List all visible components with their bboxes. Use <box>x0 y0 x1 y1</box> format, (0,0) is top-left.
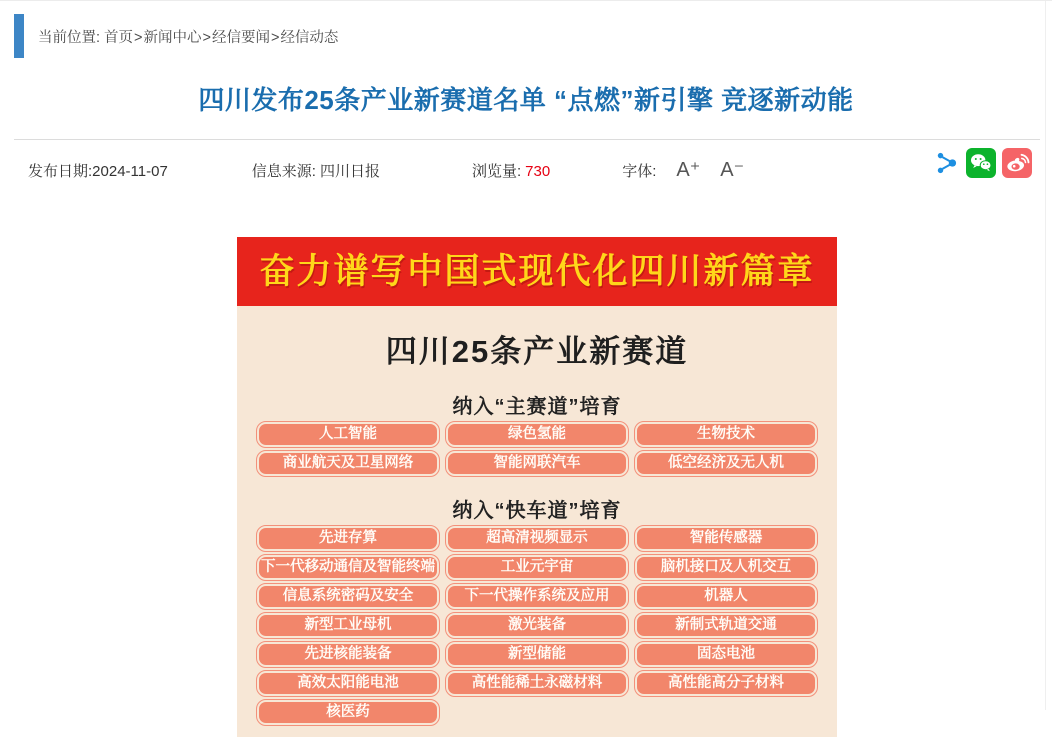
article-title: 四川发布25条产业新赛道名单 “点燃”新引擎 竞逐新动能 <box>198 85 854 115</box>
industry-pill: 超高清视频显示 <box>448 528 626 549</box>
industry-pill: 激光装备 <box>448 615 626 636</box>
industry-pill: 下一代移动通信及智能终端 <box>259 557 437 578</box>
wechat-share-icon[interactable] <box>966 148 996 178</box>
article-image <box>237 237 837 737</box>
industry-pill: 工业元宇宙 <box>448 557 626 578</box>
article-meta-bar <box>14 139 1040 187</box>
industry-pill: 核医药 <box>259 702 437 723</box>
industry-pill: 新制式轨道交通 <box>637 615 815 636</box>
industry-pill: 机器人 <box>637 586 815 607</box>
industry-pill: 高性能高分子材料 <box>637 673 815 694</box>
breadcrumb-link[interactable]: 新闻中心 <box>143 29 202 46</box>
weibo-share-icon[interactable] <box>1002 148 1032 178</box>
industry-pill: 先进核能装备 <box>259 644 437 665</box>
banner-slogan: 奋力谱写中国式现代化四川新篇章 <box>237 237 837 306</box>
industry-pill: 低空经济及无人机 <box>637 453 815 474</box>
view-count-value: 730 <box>525 162 551 180</box>
industry-pill: 商业航天及卫星网络 <box>259 453 437 474</box>
font-increase-button[interactable]: A⁺ <box>676 159 701 181</box>
infographic-body <box>237 306 837 737</box>
info-source-label: 信息来源: <box>251 162 316 180</box>
breadcrumb <box>0 1 1052 58</box>
industry-pill: 新型工业母机 <box>259 615 437 636</box>
publish-date-value: 2024-11-07 <box>92 162 168 180</box>
industry-pill: 生物技术 <box>637 424 815 445</box>
breadcrumb-label: 当前位置: <box>38 29 101 46</box>
industry-pill: 固态电池 <box>637 644 815 665</box>
breadcrumb-separator: > <box>202 29 211 46</box>
industry-pill: 先进存算 <box>259 528 437 549</box>
breadcrumb-link[interactable]: 首页 <box>104 29 134 46</box>
fast-track-heading: 纳入“快车道”培育 <box>452 500 622 522</box>
industry-pill: 智能传感器 <box>637 528 815 549</box>
font-size-label: 字体: <box>622 162 657 180</box>
industry-pill: 绿色氢能 <box>448 424 626 445</box>
breadcrumb-separator: > <box>134 29 143 46</box>
publish-date-label: 发布日期: <box>28 162 93 180</box>
industry-pill: 人工智能 <box>259 424 437 445</box>
main-track-grid <box>237 424 837 474</box>
industry-pill: 信息系统密码及安全 <box>259 586 437 607</box>
share-icon[interactable] <box>934 150 960 176</box>
industry-pill: 新型储能 <box>448 644 626 665</box>
industry-pill: 智能网联汽车 <box>448 453 626 474</box>
industry-pill: 脑机接口及人机交互 <box>637 557 815 578</box>
industry-pill: 下一代操作系统及应用 <box>448 586 626 607</box>
fast-track-grid <box>237 528 837 723</box>
industry-pill: 高效太阳能电池 <box>259 673 437 694</box>
breadcrumb-separator: > <box>270 29 280 46</box>
breadcrumb-link[interactable]: 经信要闻 <box>211 29 270 46</box>
info-source <box>252 160 380 181</box>
publish-date <box>28 160 168 181</box>
view-count <box>472 160 550 181</box>
font-size-controls <box>622 160 744 181</box>
info-source-value: 四川日报 <box>319 162 380 180</box>
breadcrumb-link[interactable]: 经信动态 <box>280 29 339 46</box>
font-decrease-button[interactable]: A⁻ <box>720 159 745 181</box>
breadcrumb-accent-bar <box>14 14 24 58</box>
main-track-heading: 纳入“主赛道”培育 <box>452 396 622 418</box>
share-toolbar <box>934 148 1032 178</box>
infographic-title: 四川25条产业新赛道 <box>385 334 689 369</box>
industry-pill: 高性能稀土永磁材料 <box>448 673 626 694</box>
breadcrumb-path <box>104 26 338 47</box>
view-count-label: 浏览量: <box>471 162 522 180</box>
